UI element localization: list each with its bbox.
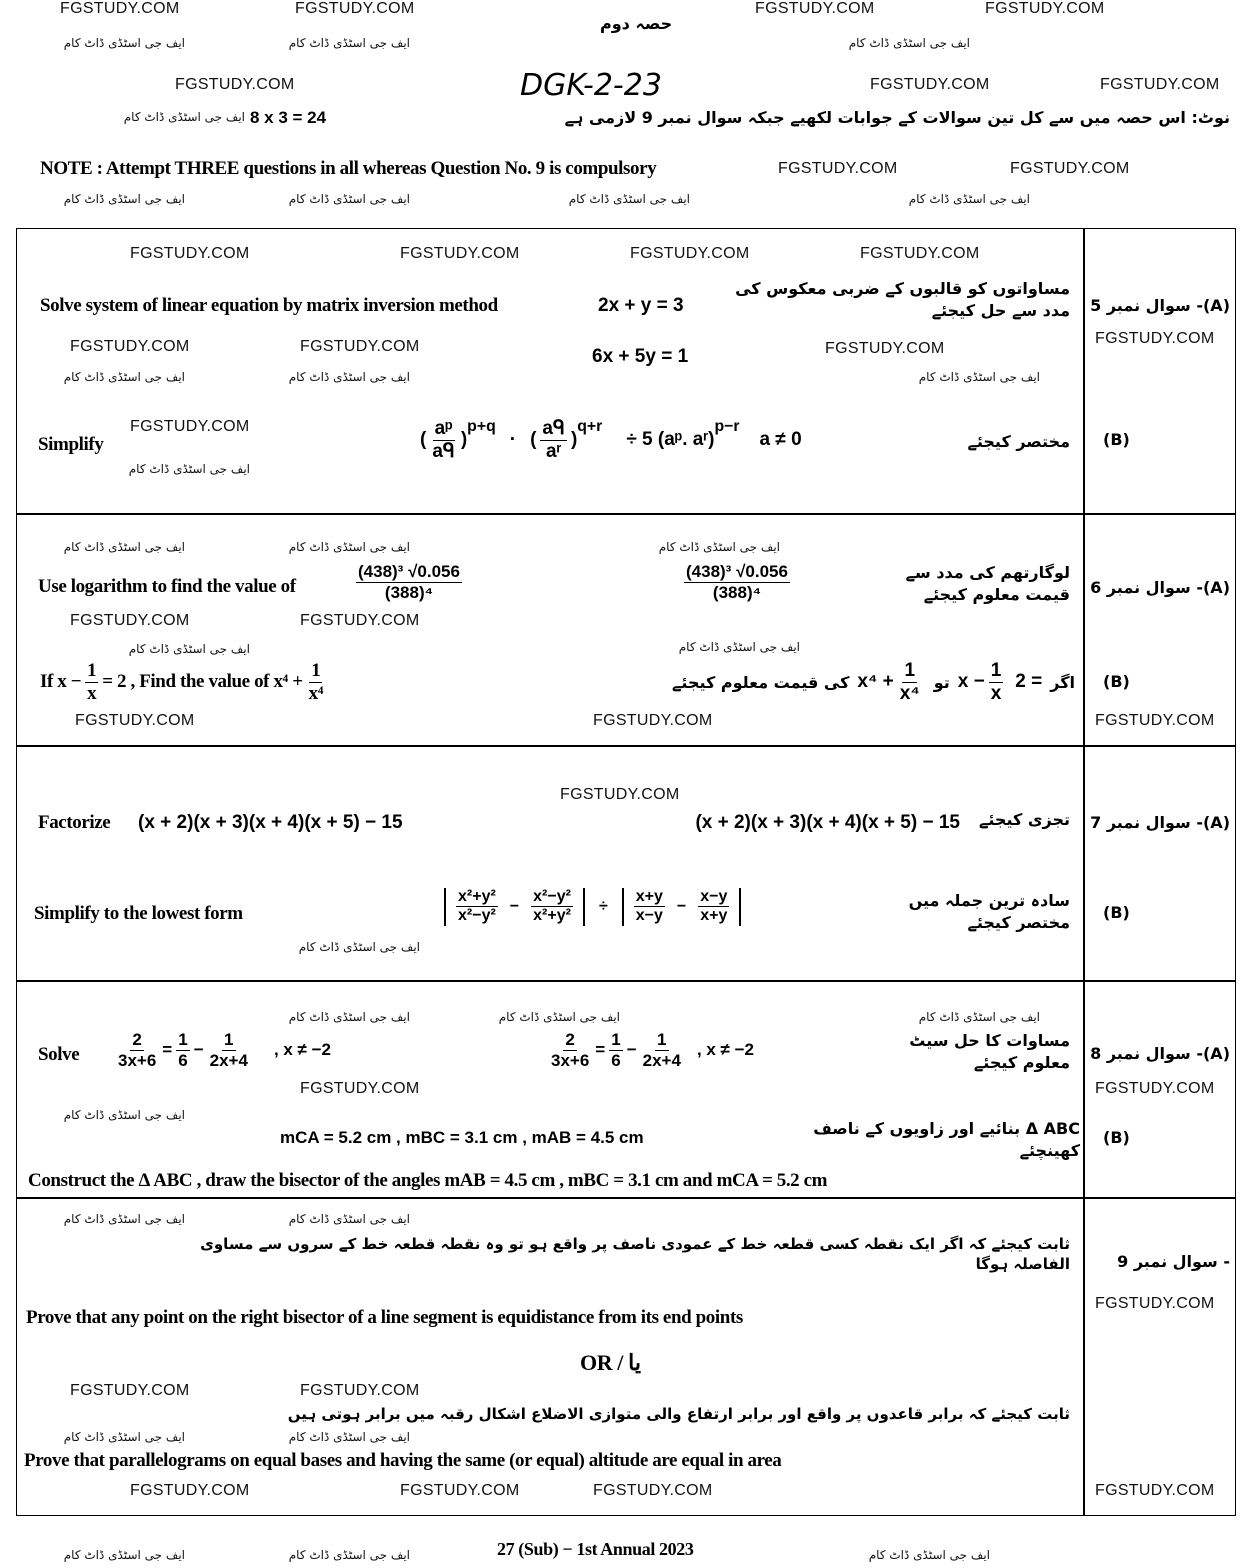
q5b-label: (B) [1103, 430, 1130, 449]
watermark: FGSTUDY.COM [1100, 76, 1220, 93]
marks: 8 x 3 = 24 [250, 108, 327, 127]
urdu-eq: = 2 [1015, 671, 1043, 693]
watermark-urdu: ایف جی اسٹڈی ڈاٹ کام [128, 642, 250, 656]
dot-operator: · [509, 429, 517, 451]
denominator: x²−y² [458, 907, 496, 925]
exponent: p−r [714, 418, 740, 435]
numerator: 1 [178, 1030, 188, 1049]
denominator: x⁴ [899, 682, 920, 704]
q7a-expression-urdu-side: (x + 2)(x + 3)(x + 4)(x + 5) − 15 [695, 812, 960, 833]
q6b-urdu [672, 660, 1075, 705]
q6a-urdu: لوگارتھم کی مدد سے قیمت معلوم کیجئے [905, 563, 1070, 604]
watermark: FGSTUDY.COM [130, 1482, 250, 1499]
divide: ÷ [598, 897, 608, 915]
watermark: FGSTUDY.COM [1010, 160, 1130, 177]
watermark: FGSTUDY.COM [825, 340, 945, 357]
q8b-label: (B) [1103, 1128, 1130, 1147]
q9-label: سوال نمبر 9 - [1117, 1252, 1230, 1271]
q6b-label: (B) [1103, 672, 1130, 691]
q6a-text: Use logarithm to find the value of [38, 576, 296, 597]
watermark-urdu: ایف جی اسٹڈی ڈاٹ کام [63, 36, 185, 50]
watermark-urdu: ایف جی اسٹڈی ڈاٹ کام [868, 1548, 990, 1562]
watermark-urdu: ایف جی اسٹڈی ڈاٹ کام [288, 370, 410, 384]
condition: , x ≠ −2 [273, 1040, 331, 1060]
watermark-urdu: ایف جی اسٹڈی ڈاٹ کام [63, 1430, 185, 1444]
numerator: (438)³ √0.056 [686, 562, 788, 581]
numerator: 1 [224, 1030, 234, 1049]
watermark: FGSTUDY.COM [778, 160, 898, 177]
watermark-urdu: ایف جی اسٹڈی ڈاٹ کام [288, 1430, 410, 1444]
numerator: aᑫ [542, 418, 565, 439]
q5b-urdu: مختصر کیجئے [967, 432, 1070, 451]
q9-urdu-1: ثابت کیجئے کہ اگر ایک نقطہ کسی قطعہ خط کے عمودی ناصف پر واقع ہو تو وہ نقطہ قطعہ خط کے سروں سے مساوی الفاصلہ ہوگا [200, 1235, 1070, 1274]
q8b-text: Construct the Δ ABC , draw the bisector of the angles mAB = 4.5 cm , mBC = 3.1 cm and mCA = 5.2 cm [28, 1170, 828, 1191]
watermark: FGSTUDY.COM [560, 786, 680, 803]
q8b-urdu: Δ ABC بنائیے اور زاویوں کے ناصف کھینچئے [813, 1119, 1080, 1160]
q6-label: سوال نمبر 6 -(A) [1090, 578, 1230, 597]
denominator: aᑫ [432, 440, 455, 462]
watermark-urdu: ایف جی اسٹڈی ڈاٹ کام [63, 1212, 185, 1226]
watermark-urdu: ایف جی اسٹڈی ڈاٹ کام [63, 1548, 185, 1562]
watermark-urdu: ایف جی اسٹڈی ڈاٹ کام [288, 1548, 410, 1562]
divisor: ÷ 5 (aᵖ. aʳ) [626, 429, 715, 451]
part-title: حصہ دوم [600, 14, 673, 33]
watermark: FGSTUDY.COM [70, 1382, 190, 1399]
numerator: x+y [634, 888, 665, 907]
numerator: x−y [698, 888, 729, 907]
q6a-expression [356, 562, 462, 602]
q7a-expression: (x + 2)(x + 3)(x + 4)(x + 5) − 15 [138, 812, 403, 833]
exponent: p+q [467, 418, 496, 435]
q5b-expression: ( $\frac{\text{aᵖ}}{\text{aᑫ}}$ ) $^{p+q}$ · ( $\frac{\text{aᑫ}}{\text{aʳ}}$ ) $^{q+r}$ ÷ 5 (aᵖ. aʳ) $^{p-r}$ a ≠ 0 [420, 418, 802, 462]
denominator: x−y [635, 907, 663, 925]
q7b-label: (B) [1103, 903, 1130, 922]
note-urdu: نوٹ: اس حصہ میں سے کل تین سوالات کے جوابات لکھیے جبکہ سوال نمبر 9 لازمی ہے [564, 108, 1230, 127]
denominator: 3x+6 [118, 1050, 157, 1070]
watermark-urdu: ایف جی اسٹڈی ڈاٹ کام [848, 36, 970, 50]
watermark-urdu: ایف جی اسٹڈی ڈاٹ کام [128, 462, 250, 476]
watermark: FGSTUDY.COM [985, 0, 1105, 17]
watermark: FGSTUDY.COM [295, 0, 415, 17]
watermark: FGSTUDY.COM [1095, 712, 1215, 729]
watermark-urdu: ایف جی اسٹڈی ڈاٹ کام [288, 1010, 410, 1024]
watermark: FGSTUDY.COM [175, 76, 295, 93]
numerator: x²+y² [456, 888, 498, 907]
watermark: FGSTUDY.COM [593, 1482, 713, 1499]
watermark: FGSTUDY.COM [70, 612, 190, 629]
numerator: 2 [132, 1030, 142, 1049]
denominator: x+y [700, 907, 728, 925]
denominator: 6 [611, 1050, 621, 1070]
note-english: NOTE : Attempt THREE questions in all whereas Question No. 9 is compulsory [40, 158, 657, 179]
q9-urdu-2: ثابت کیجئے کہ برابر قاعدوں پر واقع اور برابر ارتفاع والی متوازی الاضلاع اشکال رقبہ میں برابر ہوتی ہیں [287, 1405, 1070, 1423]
watermark: FGSTUDY.COM [70, 338, 190, 355]
q5a-urdu: مساواتوں کو قالبوں کے ضربی معکوس کی مدد سے حل کیجئے [735, 279, 1070, 320]
watermark-urdu: ایف جی اسٹڈی ڈاٹ کام [63, 192, 185, 206]
watermark-urdu: ایف جی اسٹڈی ڈاٹ کام [908, 192, 1030, 206]
q7b-expression [440, 888, 745, 926]
denominator: 3x+6 [551, 1050, 590, 1070]
paper-code: DGK-2-23 [520, 68, 662, 103]
watermark-urdu: ایف جی اسٹڈی ڈاٹ کام [63, 370, 185, 384]
q9-text-1: Prove that any point on the right bisector of a line segment is equidistance from its end points [26, 1307, 743, 1328]
divider [16, 745, 1236, 747]
watermark: FGSTUDY.COM [593, 712, 713, 729]
exponent: q+r [577, 418, 603, 435]
paper-footer-code: 27 (Sub) − 1st Annual 2023 [497, 1539, 694, 1559]
minus: − [676, 897, 687, 915]
denominator: x⁴ [308, 682, 324, 704]
q5a-equation-1: 2x + y = 3 [598, 295, 684, 316]
watermark: FGSTUDY.COM [1095, 1295, 1215, 1312]
numerator: 1 [990, 660, 1002, 681]
q9-text-2: Prove that parallelograms on equal bases and having the same (or equal) altitude are equal in area [24, 1450, 782, 1471]
urdu-lhs: x − [957, 671, 985, 693]
q6b-if: If x − [40, 671, 82, 693]
denominator: (388)⁴ [384, 582, 434, 602]
denominator: aʳ [546, 440, 562, 462]
watermark-urdu: ایف جی اسٹڈی ڈاٹ کام [568, 192, 690, 206]
denominator: 2x+4 [642, 1050, 681, 1070]
q5-label: سوال نمبر 5 -(A) [1090, 296, 1230, 315]
q8a-equation-urdu-side [545, 1030, 754, 1070]
watermark-urdu: ایف جی اسٹڈی ڈاٹ کام [288, 192, 410, 206]
watermark-urdu: ایف جی اسٹڈی ڈاٹ کام [918, 1010, 1040, 1024]
equals: = [162, 1040, 173, 1060]
numerator: 1 [311, 660, 321, 681]
watermark: FGSTUDY.COM [75, 712, 195, 729]
watermark-urdu: ایف جی اسٹڈی ڈاٹ کام [288, 540, 410, 554]
watermark: FGSTUDY.COM [400, 245, 520, 262]
numerator: 1 [657, 1030, 667, 1049]
watermark: FGSTUDY.COM [300, 612, 420, 629]
watermark-urdu: ایف جی اسٹڈی ڈاٹ کام [288, 1212, 410, 1226]
denominator: 2x+4 [209, 1050, 248, 1070]
watermark-urdu: ایف جی اسٹڈی ڈاٹ کام [658, 540, 780, 554]
urdu-find: کی قیمت معلوم کیجئے [672, 672, 850, 692]
divider [1083, 228, 1085, 1516]
denominator: x [87, 682, 97, 704]
watermark: FGSTUDY.COM [870, 76, 990, 93]
divider [16, 980, 1236, 982]
watermark: FGSTUDY.COM [630, 245, 750, 262]
watermark-urdu: ایف جی اسٹڈی ڈاٹ کام [63, 540, 185, 554]
numerator: x²−y² [531, 888, 573, 907]
minus: − [193, 1040, 204, 1060]
q6b-text [40, 660, 329, 705]
condition: , x ≠ −2 [696, 1040, 754, 1060]
watermark: FGSTUDY.COM [300, 1080, 420, 1097]
or-separator: OR / یا [580, 1350, 641, 1375]
q7a-urdu: تجزی کیجئے [979, 810, 1070, 829]
watermark: FGSTUDY.COM [300, 338, 420, 355]
urdu-rhs: x⁴ + [857, 671, 894, 693]
q8a-text: Solve [38, 1044, 80, 1065]
numerator: 1 [611, 1030, 621, 1049]
watermark: FGSTUDY.COM [400, 1482, 520, 1499]
watermark: FGSTUDY.COM [755, 0, 875, 17]
q7b-text: Simplify to the lowest form [34, 903, 243, 924]
denominator: 6 [178, 1050, 188, 1070]
urdu-then: تو [933, 672, 950, 692]
q7-label: سوال نمبر 7 -(A) [1090, 813, 1230, 832]
watermark-urdu: ایف جی اسٹڈی ڈاٹ کام [288, 36, 410, 50]
watermark: FGSTUDY.COM [1095, 1080, 1215, 1097]
denominator: (388)⁴ [712, 582, 762, 602]
watermark: FGSTUDY.COM [860, 245, 980, 262]
q7b-urdu: سادہ ترین جملہ میں مختصر کیجئے [908, 891, 1070, 932]
q7a-text: Factorize [38, 812, 111, 833]
equals: = [595, 1040, 606, 1060]
minus: − [509, 897, 520, 915]
q6a-expression-urdu-side [684, 562, 790, 602]
q5a-text: Solve system of linear equation by matrix inversion method [40, 295, 498, 316]
watermark-urdu: ایف جی اسٹڈی ڈاٹ کام [678, 640, 800, 654]
watermark-urdu: ایف جی اسٹڈی ڈاٹ کام [498, 1010, 620, 1024]
q5b-text: Simplify [38, 434, 104, 455]
denominator: x²+y² [533, 907, 571, 925]
watermark: FGSTUDY.COM [1095, 330, 1215, 347]
numerator: 1 [904, 660, 916, 681]
denominator: x [990, 682, 1002, 704]
watermark: FGSTUDY.COM [300, 1382, 420, 1399]
watermark: FGSTUDY.COM [130, 418, 250, 435]
watermark-urdu: ایف جی اسٹڈی ڈاٹ کام [123, 110, 245, 124]
numerator: (438)³ √0.056 [358, 562, 460, 581]
urdu-if: اگر [1050, 672, 1075, 692]
numerator: 1 [87, 660, 97, 681]
watermark-urdu: ایف جی اسٹڈی ڈاٹ کام [298, 940, 420, 954]
q8b-measurements-urdu-side: mCA = 5.2 cm , mBC = 3.1 cm , mAB = 4.5 cm [280, 1128, 644, 1147]
minus: − [626, 1040, 637, 1060]
q5a-equation-2: 6x + 5y = 1 [592, 346, 689, 367]
numerator: 2 [565, 1030, 575, 1049]
watermark: FGSTUDY.COM [1095, 1482, 1215, 1499]
numerator: aᵖ [434, 418, 453, 439]
condition: a ≠ 0 [759, 429, 802, 451]
q6b-find: = 2 , Find the value of x⁴ + [102, 671, 303, 693]
q8a-urdu: مساوات کا حل سیٹ معلوم کیجئے [909, 1031, 1070, 1072]
q8-label: سوال نمبر 8 -(A) [1090, 1044, 1230, 1063]
watermark: FGSTUDY.COM [130, 245, 250, 262]
q8a-equation [112, 1030, 331, 1070]
watermark-urdu: ایف جی اسٹڈی ڈاٹ کام [918, 370, 1040, 384]
watermark-urdu: ایف جی اسٹڈی ڈاٹ کام [63, 1108, 185, 1122]
divider [16, 1197, 1236, 1199]
divider [16, 513, 1236, 515]
watermark: FGSTUDY.COM [60, 0, 180, 17]
